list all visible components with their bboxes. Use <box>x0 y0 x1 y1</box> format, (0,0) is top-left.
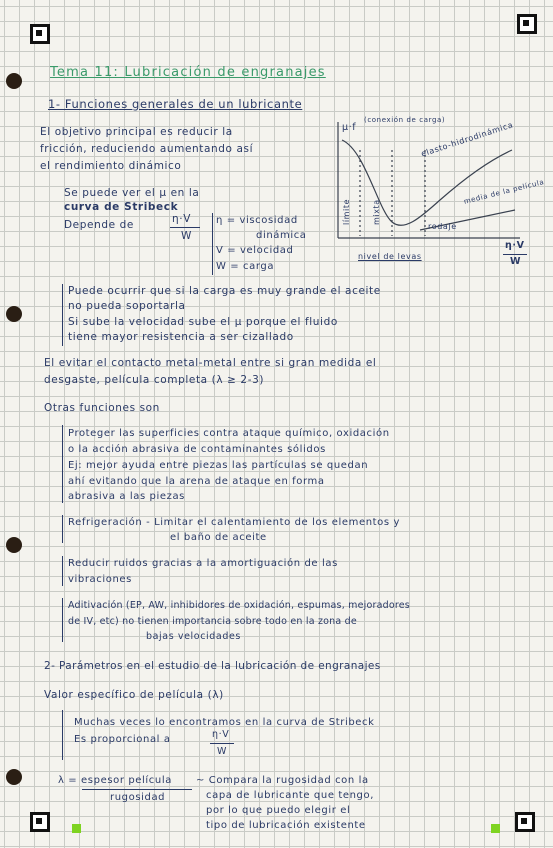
graph-region-label: mixta <box>372 199 381 225</box>
graph-x-axis-label: nivel de levas <box>358 252 422 261</box>
subheading: Otras funciones son <box>44 402 160 414</box>
corner-marker-icon <box>517 14 537 34</box>
graph-curve-label: elasto-hidrodinámica <box>420 120 515 159</box>
subheading: Valor específico de película (λ) <box>44 689 224 701</box>
graph-region-label: rodaje <box>428 222 457 231</box>
corner-marker-icon <box>30 24 50 44</box>
section-heading: 2- Parámetros en el estudio de la lubricación de engranajes <box>44 660 381 672</box>
graph-y-axis-label: μ·f <box>342 122 357 133</box>
binder-hole <box>6 769 22 785</box>
graph-region-label: límite <box>342 198 351 225</box>
section-heading: 1- Funciones generales de un lubricante <box>48 97 303 111</box>
binder-hole <box>6 537 22 553</box>
green-marker-icon <box>491 824 500 833</box>
corner-marker-icon <box>30 812 50 832</box>
graph-x-axis-den: W <box>510 256 522 267</box>
graph-region-label: media de la película <box>463 178 546 206</box>
binder-hole <box>6 73 22 89</box>
graph-y-note: (conexión de carga) <box>364 116 446 124</box>
page-title: Tema 11: Lubricación de engranajes <box>50 65 326 80</box>
binder-hole <box>6 306 22 322</box>
corner-marker-icon <box>515 812 535 832</box>
notebook-page: Tema 11: Lubricación de engranajes 1- Funciones generales de un lubricante El objetivo principal es reducir la fricción, reduciendo aumentando así el rendimiento dinámico Se puede ver el μ en la curva de Stribeck Depende de η·V W η = viscosidad dinámica V = velocidad W = carga μ·f (conexión de carga) elasto-hidrodinámica límite mixta rodaje media de la película η·V W nivel de levas Puede ocurrir que si la carga es muy grande el aceite no pueda soportarla Si sube la velocidad sube el μ porque el fluido tiene mayor resistencia a ser cizallado El evitar el contacto metal-metal entre si gran medida el desgaste, película completa (λ ≥ 2-3) Otras funciones son Proteger las superficies contra ataque químico, oxidación o la acción abrasiva de contaminantes sólidos Ej: mejor ayuda entre piezas las partículas se quedan ahí evitando que la arena de ataque en forma abrasiva a las piezas Refrigeración - Limitar el calentamiento de los elementos y el baño de aceite Reducir ruidos gracias a la amortiguación de las vibraciones Aditivación (EP, AW, inhibidores de oxidación, espumas, mejoradores de IV, etc) no tienen importancia sobre todo en la zona de bajas velocidades 2- Parámetros en el estudio de la lubricación de engranajes Valor específico de película (λ) Muchas veces lo encontramos en la curva de Stribeck Es proporcional a η·V W λ = espesor película rugosidad ~ Compara la rugosidad con la capa de lubricante que tengo, por lo que puedo elegir el tipo de lubricación existente <box>0 0 553 848</box>
graph-x-axis-num: η·V <box>505 240 525 251</box>
green-marker-icon <box>72 824 81 833</box>
